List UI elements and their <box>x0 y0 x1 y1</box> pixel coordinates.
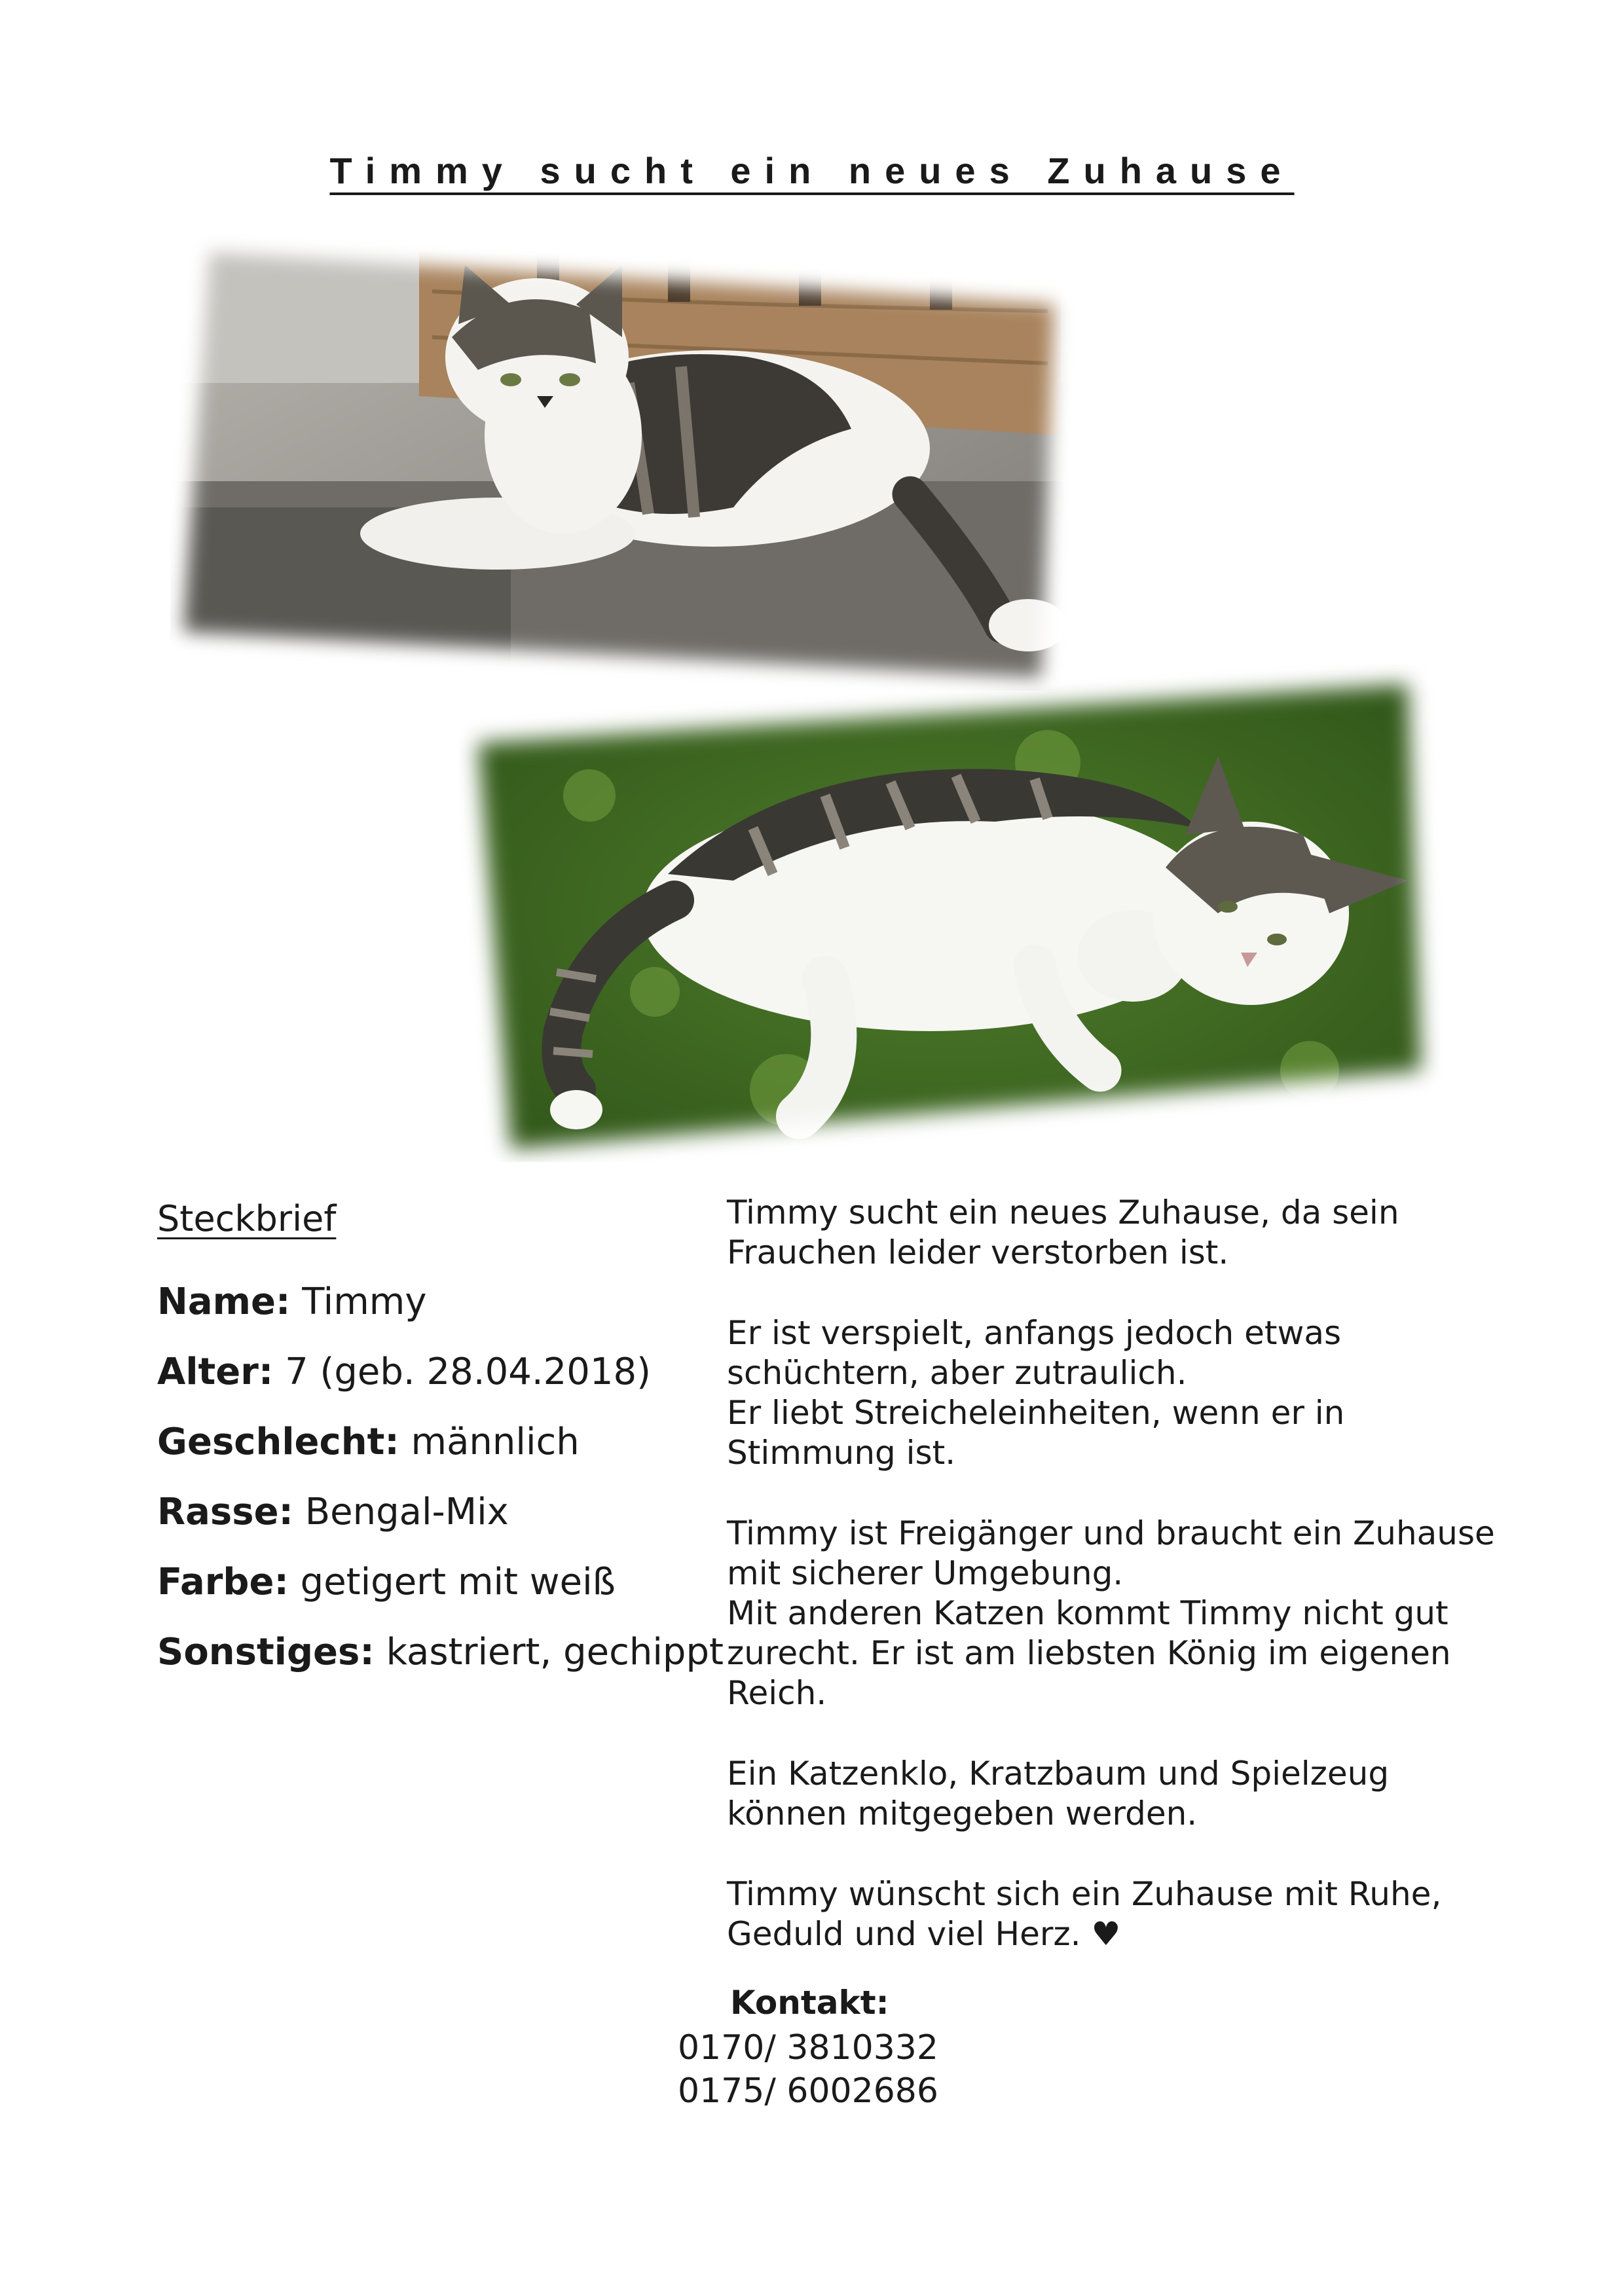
story-line: Timmy wünscht sich ein Zuhause mit Ruhe, <box>727 1875 1442 1913</box>
story-line: Timmy sucht ein neues Zuhause, da sein <box>727 1194 1399 1231</box>
profile-field-breed <box>157 1477 724 1547</box>
story-line: Ein Katzenklo, Kratzbaum und Spielzeug <box>727 1755 1390 1793</box>
field-value: männlich <box>399 1421 580 1463</box>
profile-field-name <box>157 1267 724 1337</box>
profile-field-misc <box>157 1617 724 1687</box>
field-label: Alter: <box>157 1351 274 1393</box>
story-line: Frauchen leider verstorben ist. <box>727 1233 1229 1271</box>
field-label: Sonstiges: <box>157 1631 375 1673</box>
story-line: Er liebt Streicheleinheiten, wenn er in <box>727 1394 1345 1432</box>
profile-field-color <box>157 1547 724 1617</box>
field-value: 7 (geb. 28.04.2018) <box>273 1351 652 1393</box>
field-label: Rasse: <box>157 1491 293 1533</box>
contact-phone: 0170/ 3810332 <box>678 2028 938 2068</box>
profile-field-sex <box>157 1407 724 1477</box>
field-value: Timmy <box>290 1281 427 1323</box>
story-line: schüchtern, aber zutraulich. <box>727 1354 1187 1392</box>
profile-field-age <box>157 1337 724 1407</box>
story-paragraph <box>727 1193 1500 1273</box>
story-paragraph <box>727 1754 1500 1834</box>
page-title: Timmy sucht ein neues Zuhause <box>329 150 1295 191</box>
field-label: Farbe: <box>157 1561 289 1603</box>
story-line: Timmy ist Freigänger und braucht ein Zuhause <box>727 1514 1495 1552</box>
field-value: kastriert, gechippt <box>374 1631 724 1673</box>
story-line: können mitgegeben werden. <box>727 1795 1198 1832</box>
cat-on-grass-photo <box>458 665 1441 1162</box>
story-line: Reich. <box>727 1674 827 1712</box>
field-label: Name: <box>157 1281 291 1323</box>
field-value: getigert mit weiß <box>288 1561 616 1603</box>
contact-label: Kontakt: <box>730 1984 889 2022</box>
story-line: Geduld und viel Herz. ♥ <box>727 1915 1121 1953</box>
story-line: Stimmung ist. <box>727 1434 956 1472</box>
story-line: Er ist verspielt, anfangs jedoch etwas <box>727 1314 1342 1352</box>
story-line: Mit anderen Katzen kommt Timmy nicht gut <box>727 1594 1449 1632</box>
story-paragraph <box>727 1874 1500 1954</box>
story-line: zurecht. Er ist am liebsten König im eigenen <box>727 1634 1451 1672</box>
story-line: mit sicherer Umgebung. <box>727 1554 1124 1592</box>
story-paragraph <box>727 1514 1500 1713</box>
field-label: Geschlecht: <box>157 1421 399 1463</box>
story-paragraph <box>727 1313 1500 1473</box>
cat-on-pavement-photo <box>170 232 1074 691</box>
story-text <box>727 1193 1500 1995</box>
contact-phones <box>678 2026 938 2113</box>
profile-heading: Steckbrief <box>157 1198 337 1239</box>
contact-phone: 0175/ 6002686 <box>678 2071 938 2111</box>
field-value: Bengal-Mix <box>293 1491 509 1533</box>
profile-fields <box>157 1267 724 1687</box>
